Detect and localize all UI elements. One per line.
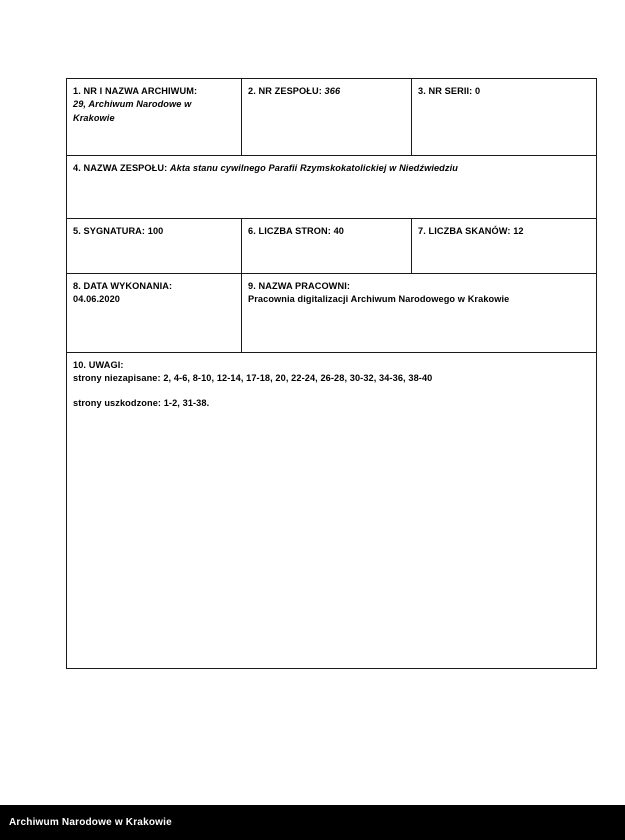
cell-fonds-name: [67, 156, 597, 219]
series-number-value: 0: [474, 86, 481, 96]
remarks-unwritten-pages: strony niezapisane: 2, 4-6, 8-10, 12-14, 17-18, 20, 22-24, 26-28, 30-32, 34-36, 38-40: [73, 373, 433, 384]
table-row-fonds-name: [67, 156, 597, 219]
pages-count-value: 40: [333, 226, 345, 236]
fonds-name-value: Akta stanu cywilnego Parafii Rzymskokatolickiej w Niedźwiedziu: [169, 163, 458, 173]
cell-fonds-number: [242, 79, 412, 156]
series-number-label: 3. NR SERII:: [418, 86, 473, 96]
execution-date-label: 8. DATA WYKONANIA:: [73, 281, 173, 291]
digitization-record-table: [66, 78, 597, 669]
cell-remarks: [67, 353, 597, 669]
cell-signature: [67, 219, 242, 274]
signature-label: 5. SYGNATURA:: [73, 226, 146, 236]
execution-date-value: 04.06.2020: [73, 294, 120, 305]
archive-label: 1. NR I NAZWA ARCHIWUM:: [73, 86, 198, 96]
table-row-remarks: [67, 353, 597, 669]
workshop-value: Pracownia digitalizacji Archiwum Narodowego w Krakowie: [248, 294, 510, 305]
table-row-date-and-workshop: [67, 274, 597, 353]
workshop-label: 9. NAZWA PRACOWNI:: [248, 281, 351, 291]
cell-execution-date: [67, 274, 242, 353]
cell-workshop-name: [242, 274, 597, 353]
fonds-number-value: 366: [324, 86, 341, 96]
pages-count-label: 6. LICZBA STRON:: [248, 226, 331, 236]
cell-scans-count: [412, 219, 597, 274]
remarks-damaged-pages: strony uszkodzone: 1-2, 31-38.: [73, 397, 210, 408]
table-row-counts: [67, 219, 597, 274]
table-row-identification: [67, 79, 597, 156]
cell-pages-count: [242, 219, 412, 274]
footer-bar: [0, 805, 625, 840]
remarks-label: 10. UWAGI:: [73, 360, 124, 370]
footer-institution-name: Archiwum Narodowe w Krakowie: [9, 817, 172, 828]
cell-series-number: [412, 79, 597, 156]
archive-value-line2: Krakowie: [73, 112, 115, 123]
fonds-number-label: 2. NR ZESPOŁU:: [248, 86, 322, 96]
archive-value-line1: 29, Archiwum Narodowe w: [73, 99, 192, 110]
scans-count-value: 12: [513, 226, 524, 236]
scans-count-label: 7. LICZBA SKANÓW:: [418, 226, 511, 236]
cell-archive-number-and-name: [67, 79, 242, 156]
signature-value: 100: [147, 226, 164, 236]
fonds-name-label: 4. NAZWA ZESPOŁU:: [73, 163, 168, 173]
